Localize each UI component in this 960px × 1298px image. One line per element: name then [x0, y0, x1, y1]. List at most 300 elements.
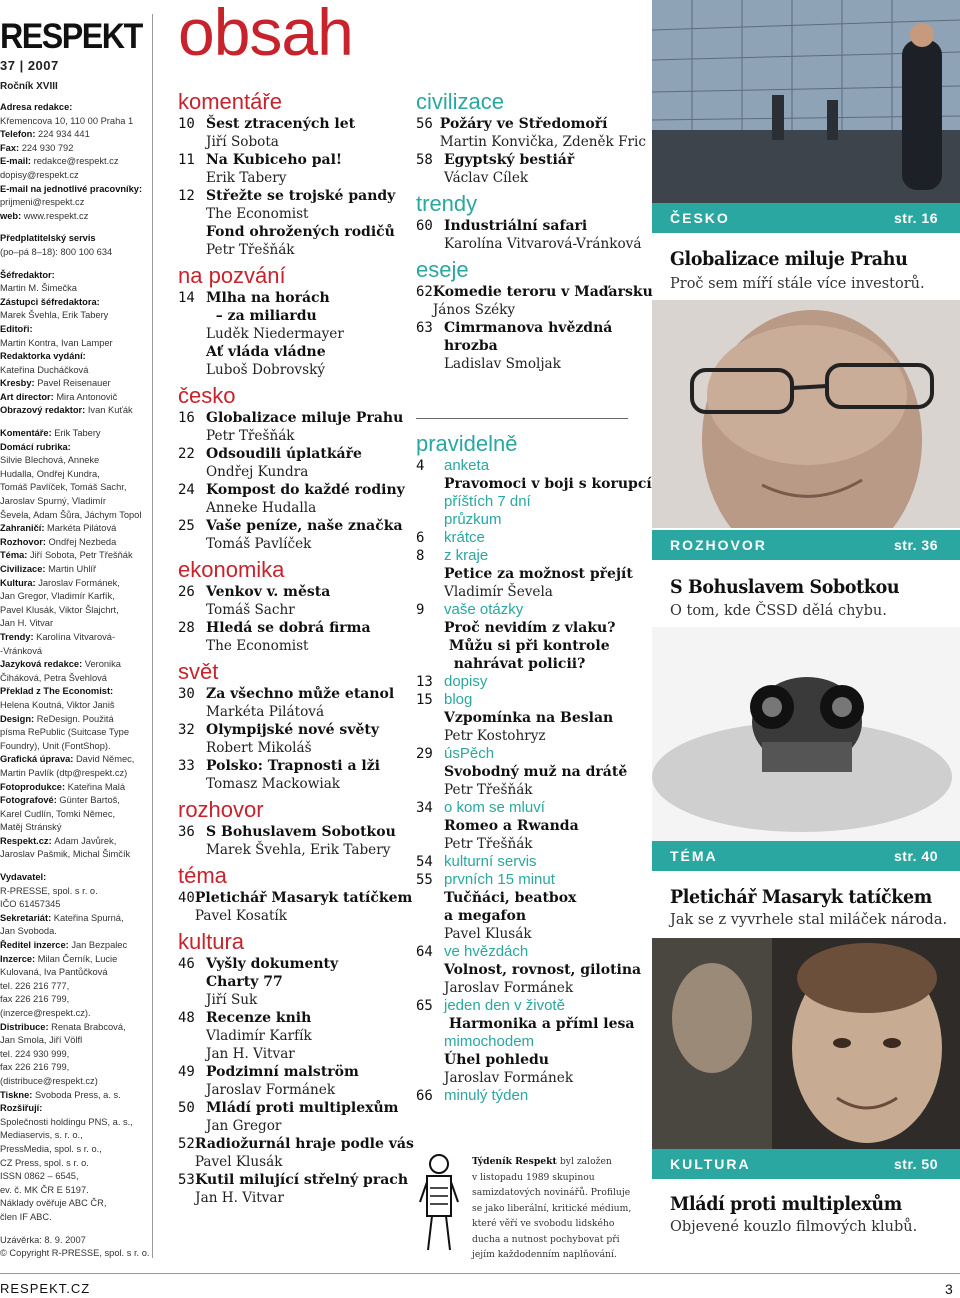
- toc-author: Jiří Suk: [206, 992, 258, 1008]
- imprint-text: Ivan Kuťák: [87, 405, 133, 416]
- toc-rubric: o kom se mluví: [444, 799, 545, 816]
- toc-page-number: 54: [416, 854, 433, 870]
- toc-entry-body: [206, 955, 338, 1009]
- toc-author: Ondřej Kundra: [206, 464, 309, 480]
- imprint-text: Karel Cudlín, Tomki Němec,: [0, 808, 116, 819]
- feature-title[interactable]: Globalizace miluje Prahu: [670, 248, 908, 270]
- about-line: [472, 1201, 631, 1217]
- toc-author: Jaroslav Formánek: [444, 980, 574, 996]
- imprint-label: E-mail na jednotlivé pracovníky:: [0, 183, 143, 194]
- about-text: byl založen: [559, 1156, 612, 1167]
- imprint-text: fax 226 216 799,: [0, 994, 70, 1005]
- toc-rubric: prvních 15 minut: [444, 871, 555, 888]
- imprint-text: Kulovaná, Iva Pantůčková: [0, 967, 108, 978]
- toc-entry[interactable]: [416, 217, 646, 253]
- about-line: [472, 1185, 631, 1201]
- about-line: [472, 1247, 631, 1263]
- imprint-line: [0, 1061, 150, 1075]
- toc-entry-body: [444, 217, 641, 253]
- toc-article-title: Kutil milující střelný prach: [195, 1172, 408, 1188]
- toc-article-title: Střežte se trojské pandy: [206, 188, 396, 204]
- toc-page-number: 22: [178, 446, 195, 462]
- toc-article-title: – za miliardu: [206, 308, 317, 324]
- about-text: v listopadu 1989 skupinou: [472, 1171, 595, 1183]
- toc-entry[interactable]: [416, 115, 646, 151]
- toc-entry[interactable]: [416, 853, 652, 871]
- imprint-line: [0, 1157, 150, 1171]
- photo-cinema-man: [652, 938, 960, 1149]
- toc-article-title: Petice za možnost přejít: [444, 566, 633, 582]
- toc-article-title: Fond ohrožených rodičů: [206, 224, 395, 240]
- imprint-text: prijmeni@respekt.cz: [0, 197, 85, 208]
- imprint-line: [0, 269, 150, 283]
- toc-entry-body: [206, 583, 330, 619]
- imprint-text: IČO 61457345: [0, 899, 61, 910]
- imprint-text: Jaroslav Pašmik, Michal Šimčík: [0, 849, 131, 860]
- feature-page: str. 36: [894, 537, 938, 553]
- toc-article-title: Hledá se dobrá firma: [206, 620, 371, 636]
- toc-entry[interactable]: [178, 151, 408, 187]
- imprint-label: Obrazový redaktor:: [0, 405, 88, 416]
- imprint-line: [0, 645, 150, 659]
- imprint-line: [0, 1247, 150, 1261]
- imprint-label: Fax:: [0, 142, 22, 153]
- toc-article-title: Pletichář Masaryk tatíčkem: [194, 890, 413, 906]
- about-text: samizdatových novinářů. Profiluje: [472, 1187, 631, 1198]
- toc-article-title: Radiožurnál hraje podle vás: [194, 1136, 414, 1152]
- toc-entry-body: [206, 1009, 312, 1063]
- feature-kicker: KULTURA: [670, 1156, 751, 1172]
- toc-entry-body: [206, 151, 342, 187]
- toc-page-number: 28: [178, 620, 195, 636]
- toc-page-number: 32: [178, 722, 195, 738]
- imprint-line: [0, 1048, 150, 1062]
- toc-page-number: 40: [178, 890, 195, 906]
- toc-entry[interactable]: [178, 289, 408, 379]
- toc-entry[interactable]: [178, 757, 408, 793]
- toc-article-title: Harmonika a příml lesa: [444, 1016, 635, 1032]
- toc-entry[interactable]: [416, 943, 652, 997]
- imprint-text: Martin M. Šimečka: [0, 283, 77, 294]
- imprint-text: Jiří Sobota, Petr Třešňák: [29, 550, 133, 561]
- imprint-line: [0, 821, 150, 835]
- imprint-line: [0, 495, 150, 509]
- toc-author: Petr Třešňák: [444, 782, 533, 798]
- imprint-label: Fotoprodukce:: [0, 781, 68, 792]
- toc-entry[interactable]: [416, 799, 652, 853]
- feature-title[interactable]: Pletichář Masaryk tatíčkem: [670, 886, 932, 908]
- column-divider: [152, 14, 153, 1258]
- imprint-line: [0, 781, 150, 795]
- toc-section-heading: eseje: [416, 257, 469, 282]
- imprint-label: Art director:: [0, 391, 57, 402]
- imprint-text: Jan H. Vitvar: [0, 618, 54, 629]
- toc-rubric: dopisy: [444, 673, 488, 690]
- section-divider: [416, 418, 628, 419]
- toc-entry-body: [444, 1087, 528, 1105]
- toc-entry[interactable]: [178, 1171, 408, 1207]
- toc-entry[interactable]: [416, 529, 652, 547]
- imprint-text: Martin Pavlík (dtp@respekt.cz): [0, 767, 128, 778]
- toc-entry[interactable]: [178, 517, 408, 553]
- toc-page-number: 6: [416, 530, 425, 546]
- imprint-text: Milan Černík, Lucie: [37, 953, 118, 964]
- toc-author: Jan Gregor: [206, 1118, 282, 1134]
- imprint-line: [0, 350, 150, 364]
- imprint-label: Předplatitelský servis: [0, 233, 96, 244]
- imprint-label: Sekretariát:: [0, 912, 54, 923]
- toc-article-title: Vzpomínka na Beslan: [444, 710, 614, 726]
- toc-article-title: Olympijské nové světy: [206, 722, 379, 738]
- feature-bar-cesko: [652, 203, 960, 233]
- toc-article-title: Egyptský bestiář: [444, 152, 575, 168]
- imprint-line: [0, 980, 150, 994]
- imprint-label: web:: [0, 210, 24, 221]
- toc-author: Petr Kostohryz: [444, 728, 546, 744]
- toc-page-number: 10: [178, 116, 195, 132]
- toc-entry[interactable]: [416, 283, 653, 319]
- imprint-line: [0, 210, 150, 224]
- imprint-line: [0, 953, 150, 967]
- about-text: se jako liberální, kritické médium,: [472, 1202, 632, 1214]
- imprint-line: [0, 142, 150, 156]
- toc-author: Jan H. Vitvar: [206, 1046, 295, 1062]
- feature-title[interactable]: S Bohuslavem Sobotkou: [670, 576, 900, 598]
- imprint-line: [0, 1102, 150, 1116]
- toc-entry[interactable]: [416, 457, 652, 529]
- imprint-line: [0, 966, 150, 980]
- imprint: [0, 101, 150, 1261]
- toc-page-number: 12: [178, 188, 195, 204]
- toc-entry[interactable]: [416, 745, 652, 799]
- imprint-line: [0, 1170, 150, 1184]
- toc-article-title: Cimrmanova hvězdná: [444, 320, 613, 336]
- imprint-text: Pavel Klusák, Viktor Šlajchrt,: [0, 604, 119, 615]
- imprint-line: [0, 536, 150, 550]
- toc-rubric: ve hvězdách: [444, 943, 529, 960]
- toc-entry[interactable]: [178, 1135, 414, 1171]
- imprint-text: redakce@respekt.cz: [33, 156, 119, 167]
- toc-entry[interactable]: [416, 547, 652, 601]
- imprint-line: [0, 309, 150, 323]
- page-number: 3: [945, 1281, 953, 1297]
- imprint-text: písma RePublic (Suitcase Type: [0, 727, 130, 738]
- toc-article-title: Za všechno může etanol: [206, 686, 395, 702]
- imprint-line: [0, 672, 150, 686]
- toc-entry[interactable]: [178, 1009, 408, 1063]
- toc-article-title: Charty 77: [206, 974, 283, 990]
- imprint-line: [0, 183, 150, 197]
- toc-page-number: 8: [416, 548, 425, 564]
- toc-article-title: Na Kubiceho pal!: [206, 152, 343, 168]
- toc-page-number: 53: [178, 1172, 195, 1188]
- imprint-text: Hudalla, Ondřej Kundra,: [0, 468, 100, 479]
- imprint-line: [0, 364, 150, 378]
- mascot-illustration: [418, 1152, 460, 1254]
- imprint-text: Jan Svoboda.: [0, 926, 57, 937]
- toc-author: János Széky: [432, 302, 516, 318]
- toc-page-number: 11: [178, 152, 195, 168]
- toc-page-number: 49: [178, 1064, 195, 1080]
- toc-article-title: Tučňáci, beatbox: [444, 890, 577, 906]
- toc-page-number: 46: [178, 956, 195, 972]
- toc-section-heading: svět: [178, 659, 219, 684]
- toc-entry[interactable]: [416, 319, 646, 373]
- imprint-text: Křemencova 10, 110 00 Praha 1: [0, 115, 134, 126]
- imprint-line: [0, 1116, 150, 1130]
- imprint-label: Design:: [0, 713, 37, 724]
- toc-article-title: Globalizace miluje Prahu: [206, 410, 404, 426]
- imprint-text: Silvie Blechová, Anneke: [0, 455, 100, 466]
- toc-page-number: 66: [416, 1088, 433, 1104]
- toc-entry-body: [444, 319, 612, 373]
- toc-entry[interactable]: [178, 583, 408, 619]
- imprint-text: 224 934 441: [38, 129, 90, 140]
- toc-entry[interactable]: [178, 1063, 408, 1099]
- imprint-line: [0, 1007, 150, 1021]
- imprint-line: [0, 794, 150, 808]
- toc-article-title: a megafon: [444, 908, 527, 924]
- toc-entry-body: [206, 721, 379, 757]
- toc-article-title: Vyšly dokumenty: [206, 956, 339, 972]
- about-line: [472, 1216, 631, 1232]
- imprint-text: fax 226 216 799,: [0, 1062, 70, 1073]
- page-title: obsah: [178, 0, 353, 69]
- imprint-line: [0, 590, 150, 604]
- imprint-label: Kultura:: [0, 577, 39, 588]
- imprint-gap: [0, 223, 150, 232]
- toc-entry[interactable]: [416, 601, 652, 673]
- imprint-line: [0, 577, 150, 591]
- toc-entry[interactable]: [178, 409, 408, 445]
- toc-entry[interactable]: [178, 955, 408, 1009]
- toc-entry-body: [444, 151, 574, 187]
- imprint-text: Čiháková, Petra Švehlová: [0, 672, 107, 683]
- toc-author: Petr Třešňák: [206, 428, 295, 444]
- toc-entry-body: [433, 283, 653, 319]
- imprint-line: [0, 391, 150, 405]
- toc-article-title: Odsoudili úplatkáře: [206, 446, 362, 462]
- toc-entry[interactable]: [178, 619, 408, 655]
- photo-office-building: [652, 0, 960, 203]
- feature-subtitle: Proč sem míří stále více investorů.: [670, 276, 925, 292]
- imprint-line: [0, 155, 150, 169]
- toc-author: Marek Švehla, Erik Tabery: [206, 842, 391, 858]
- imprint-text: Jan Smola, Jiří Völfl: [0, 1035, 83, 1046]
- imprint-text: David Němec,: [75, 754, 135, 765]
- feature-bar-rozhovor: [652, 530, 960, 560]
- imprint-line: [0, 509, 150, 523]
- toc-page-number: 60: [416, 218, 433, 234]
- about-line: [472, 1232, 631, 1248]
- feature-title[interactable]: Mládí proti multiplexům: [670, 1193, 902, 1215]
- toc-page-number: 52: [178, 1136, 195, 1152]
- imprint-line: [0, 282, 150, 296]
- toc-entry-body: [206, 685, 394, 721]
- toc-article-title: nahrávat policii?: [444, 656, 586, 672]
- imprint-text: člen IF ABC.: [0, 1211, 52, 1222]
- imprint-line: [0, 454, 150, 468]
- toc-page-number: 15: [416, 692, 433, 708]
- toc-entry-body: [444, 943, 641, 997]
- imprint-text: Karolína Vitvarová-: [36, 631, 116, 642]
- toc-entry[interactable]: [178, 1099, 408, 1135]
- imprint-text: Martin Kontra, Ivan Lamper: [0, 337, 113, 348]
- imprint-line: [0, 296, 150, 310]
- imprint-line: [0, 169, 150, 183]
- toc-page-number: 64: [416, 944, 433, 960]
- imprint-label: Civilizace:: [0, 564, 49, 574]
- toc-rubric: jeden den v životě: [444, 997, 565, 1014]
- imprint-label: Adresa redakce:: [0, 102, 73, 112]
- toc-article-title: Mlha na horách: [206, 290, 330, 306]
- about-respekt: [472, 1154, 631, 1263]
- imprint-text: Renata Brabcová,: [51, 1021, 126, 1032]
- imprint-label: Šéfredaktor:: [0, 269, 55, 280]
- imprint-line: [0, 1021, 150, 1035]
- imprint-text: PressMedia, spol. s r. o.,: [0, 1143, 102, 1154]
- imprint-text: Jaroslav Formánek,: [38, 577, 120, 588]
- toc-entry-body: [206, 1099, 398, 1135]
- imprint-line: [0, 404, 150, 418]
- toc-entry[interactable]: [178, 445, 408, 481]
- imprint-line: [0, 1143, 150, 1157]
- toc-article-title: Pravomoci v boji s korupcí: [444, 476, 652, 492]
- toc-author: Tomasz Mackowiak: [206, 776, 341, 792]
- toc-entry[interactable]: [178, 115, 408, 151]
- feature-subtitle: Objevené kouzlo filmových klubů.: [670, 1219, 918, 1235]
- imprint-text: Ševela, Adam Šůra, Jáchym Topol: [0, 509, 142, 520]
- toc-entry-body: [206, 823, 396, 859]
- toc-article-title: Venkov v. města: [206, 584, 331, 600]
- toc-entry[interactable]: [416, 691, 652, 745]
- toc-section-heading: na pozvání: [178, 263, 286, 288]
- imprint-text: Günter Bartoš,: [59, 795, 120, 806]
- toc-entry[interactable]: [178, 823, 408, 859]
- toc-section-heading: kultura: [178, 929, 245, 954]
- toc-entry[interactable]: [178, 721, 408, 757]
- about-line: [472, 1154, 631, 1170]
- imprint-line: [0, 726, 150, 740]
- toc-author: Karolína Vitvarová-Vránková: [444, 236, 642, 252]
- imprint-text: -Vránková: [0, 645, 43, 656]
- toc-rubric: blog: [444, 691, 473, 708]
- toc-entry-body: [195, 1135, 414, 1171]
- toc-article-title: Volnost, rovnost, gilotina: [444, 962, 642, 978]
- toc-author: Luděk Niedermayer: [206, 326, 344, 342]
- toc-entry-body: [444, 547, 633, 601]
- imprint-label: Distribuce:: [0, 1021, 52, 1032]
- imprint-line: [0, 767, 150, 781]
- toc-entry-body: [444, 997, 634, 1087]
- toc-entry[interactable]: [416, 151, 646, 187]
- toc-page-number: 34: [416, 800, 433, 816]
- footer-site[interactable]: RESPEKT.CZ: [0, 1281, 91, 1296]
- imprint-text: Svoboda Press, a. s.: [34, 1089, 121, 1100]
- toc-entry-body: [206, 409, 403, 445]
- toc-entry[interactable]: [416, 1087, 652, 1105]
- toc-entry[interactable]: [178, 889, 413, 925]
- toc-page-number: 24: [178, 482, 195, 498]
- toc-entry[interactable]: [178, 187, 408, 259]
- photo-sobotka-portrait: [652, 300, 960, 528]
- toc-entry-body: [206, 289, 344, 379]
- feature-page: str. 40: [894, 848, 938, 864]
- imprint-line: [0, 1034, 150, 1048]
- toc-article-title: Industriální safari: [444, 218, 588, 234]
- toc-article-title: Mládí proti multiplexům: [206, 1100, 399, 1116]
- toc-entry[interactable]: [178, 481, 408, 517]
- imprint-line: [0, 128, 150, 142]
- toc-author: Vladimír Karfík: [206, 1028, 312, 1044]
- imprint-gap: [0, 260, 150, 269]
- toc-entry[interactable]: [416, 871, 652, 943]
- imprint-text: Mira Antonovič: [56, 391, 118, 402]
- imprint-line: [0, 808, 150, 822]
- toc-author: Petr Třešňák: [206, 242, 295, 258]
- toc-page-number: 55: [416, 872, 433, 888]
- issue-number: 37 | 2007: [0, 58, 59, 73]
- toc-regular: [416, 431, 652, 1105]
- imprint-line: [0, 549, 150, 563]
- toc-column-1: [178, 89, 414, 1207]
- imprint-label: Vydavatel:: [0, 872, 47, 883]
- toc-article-title: Můžu si při kontrole: [444, 638, 610, 654]
- toc-section-heading: česko: [178, 383, 236, 408]
- feature-bar-tema: [652, 841, 960, 871]
- toc-section-heading: komentáře: [178, 89, 282, 114]
- imprint-text: Adam Javůrek,: [54, 835, 117, 846]
- imprint-label: Grafická úprava:: [0, 754, 76, 765]
- imprint-line: [0, 1234, 150, 1248]
- toc-author: Erik Tabery: [206, 170, 287, 186]
- toc-entry[interactable]: [416, 673, 652, 691]
- toc-entry-body: [206, 115, 355, 151]
- toc-entry[interactable]: [416, 997, 652, 1087]
- toc-author: Martin Konvička, Zdeněk Fric: [439, 134, 646, 150]
- toc-author: Václav Cílek: [444, 170, 529, 186]
- toc-article-title: Úhel pohledu: [444, 1052, 549, 1068]
- toc-entry-body: [444, 745, 627, 799]
- toc-article-title: Vaše peníze, naše značka: [206, 518, 403, 534]
- toc-article-title: Romeo a Rwanda: [444, 818, 579, 834]
- toc-entry-body: [444, 871, 576, 943]
- toc-entry[interactable]: [178, 685, 408, 721]
- imprint-gap: [0, 1225, 150, 1234]
- imprint-text: Jan Gregor, Vladimír Karfík,: [0, 591, 115, 602]
- imprint-line: [0, 713, 150, 727]
- toc-page-number: 13: [416, 674, 433, 690]
- imprint-label: Rozšiřují:: [0, 1103, 43, 1114]
- imprint-text: Marek Švehla, Erik Tabery: [0, 310, 109, 321]
- toc-entry-body: [206, 187, 395, 259]
- toc-entry-body: [206, 619, 371, 655]
- imprint-label: Zástupci šéfredaktora:: [0, 296, 100, 307]
- imprint-text: (inzerce@respekt.cz).: [0, 1008, 91, 1018]
- toc-author: Jaroslav Formánek: [206, 1082, 336, 1098]
- imprint-line: [0, 699, 150, 713]
- volume-label: Ročník XVIII: [0, 81, 58, 92]
- imprint-line: [0, 685, 150, 699]
- imprint-text: (po–pá 8–18): 800 100 634: [0, 246, 113, 257]
- toc-entry-body: [444, 529, 485, 547]
- imprint-line: [0, 1184, 150, 1198]
- toc-rubric: úsPěch: [444, 745, 495, 762]
- toc-entry-body: [206, 481, 405, 517]
- toc-section-heading: rozhovor: [178, 797, 264, 822]
- toc-column-2: [416, 89, 653, 373]
- imprint-line: [0, 522, 150, 536]
